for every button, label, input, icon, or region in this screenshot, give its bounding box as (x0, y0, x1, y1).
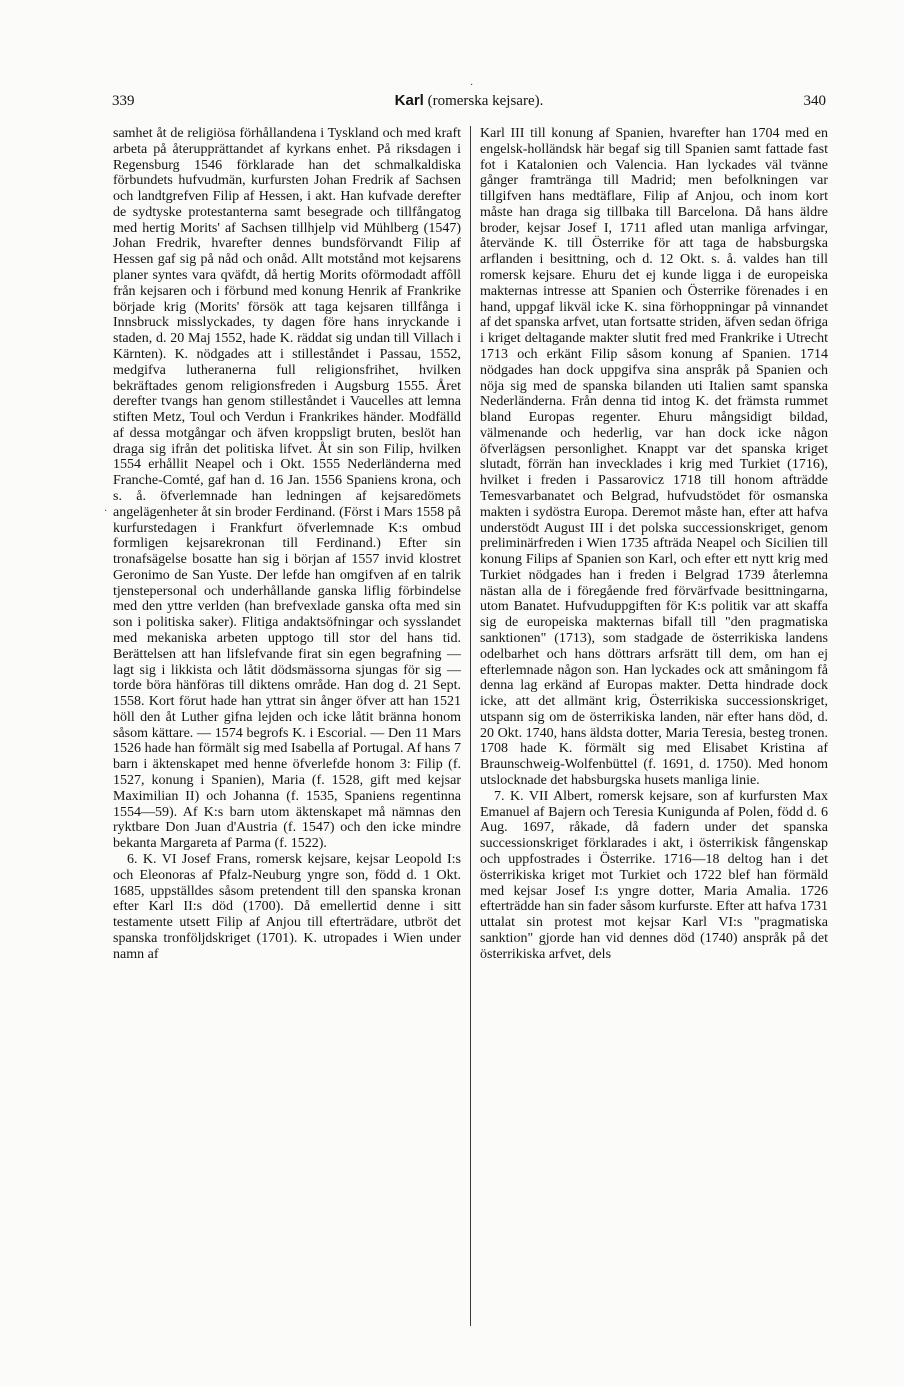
column-divider (470, 126, 471, 1326)
margin-dot-left: · (104, 506, 108, 517)
page-number-left: 339 (112, 93, 135, 109)
left-paragraph-1: samhet åt de religiösa förhållandena i Tyskland och med kraft arbeta på återupprättandet af kyrkans enhet. På riksdagen i Regensburg 1546 förklarade han det schmalkaldiska förbundets hufvudmän, kurfursten Johan Fredrik af Sachsen och landtgrefven Filip af Hessen, i akt. Han kufvade derefter de sydtyske protestanterna samt besegrade och tillfångatog med hertig Morits' af Sachsen tillhjelp vid Mühlberg (1547) Johan Fredrik, hvarefter dennes bundsförvandt Filip af Hessen gaf sig på nåd och onåd. Allt motstånd mot kejsarens planer syntes vara qväfdt, då hertig Morits oförmodadt affôll från kejsaren och i förbund med konung Henrik af Frankrike började krig (Morits' försök att taga kejsaren tillfånga i Innsbruck misslyckades, ty dagen före hans inryckande i staden, d. 20 Maj 1552, hade K. räddat sig undan till Villach i Kärnten). K. nödgades att i stilleståndet i Passau, 1552, medgifva lutheranerna full religionsfrihet, hvilken bekräftades genom religionsfreden i Augsburg 1555. Året derefter tvangs han genom stilleståndet i Vaucelles att lemna stiften Metz, Toul och Verdun i Frankrikes händer. Modfälld af dessa motgångar och äfven kroppsligt bruten, beslöt han draga sig ifrån det politiska lifvet. Åt sin son Filip, hvilken 1554 erhållit Neapel och i Okt. 1555 Nederländerna med Franche-Comté, gaf han d. 16 Jan. 1556 Spaniens krona, och s. å. öfverlemnade han ledningen af kejsaredömets angelägenheter åt sin broder Ferdinand. (Först i Mars 1558 på kurfurstedagen i Frankfurt öfverlemnade K:s ombud formligen kejsarekronan till Ferdinand.) Efter sin tronafsägelse bosatte han sig i början af 1557 invid klostret Geronimo de San Yuste. Der lefde han omgifven af en talrik tjenstepersonal och underhållande ganska liflig förbindelse med den yttre verlden (han brefvexlade ganska ofta med sin son i politiska saker). Flitiga andaktsöfningar och sysslandet med mekaniska arbeten upptogo till stor del hans tid. Berättelsen att han lifslefvande firat sin egen begrafning — lagt sig i likkista och låtit dödsmässorna sjungas för sig — torde böra hänföras till diktens område. Han dog d. 21 Sept. 1558. Kort förut hade han yttrat sin ånger öfver att han 1521 höll den åt Luther gifna lejden och icke låtit bränna honom såsom kättare. — 1574 begrofs K. i Escorial. — Den 11 Mars 1526 hade han förmält sig med Isabella af Portugal. Af hans 7 barn i äktenskapet med henne öfverlefde honom 3: Filip (f. 1527, konung i Spanien), Maria (f. 1528, gift med kejsar Maximilian II) och Johanna (f. 1535, Spaniens regentinna 1554—59). Af K:s barn utom äktenskapet må nämnas den ryktbare Don Juan d'Austria (f. 1547) och den icke mindre bekanta Margareta af Parma (f. 1522). (113, 126, 461, 852)
margin-dot-top: · (470, 80, 474, 91)
right-column (480, 126, 828, 1331)
right-paragraph-2: 7. K. VII Albert, romersk kejsare, son af kurfursten Max Emanuel af Bajern och Teresia Kunigunda af Polen, född d. 6 Aug. 1697, råkade, då fadern under det spanska successionskriget förklarades i akt, i österrikisk fångenskap och uppfostrades i Österrike. 1716—18 deltog han i det österrikiska kriget mot Turkiet och 1722 blef han förmäld med kejsar Josef I:s yngre dotter, Maria Amalia. 1726 efterträdde han sin fader såsom kurfurste. Efter att hafva 1731 uttalat sin protest mot kejsar Karl VI:s "pragmatiska sanktion" gjorde han vid dennes död (1740) anspråk på det österrikiska arfvet, dels (480, 788, 828, 962)
right-paragraph-1: Karl III till konung af Spanien, hvarefter han 1704 med en engelsk-holländsk här begaf sig till Spanien samt fattade fast fot i Katalonien och Valencia. Han lyckades väl tvänne gånger framtränga till Madrid; men befolkningen var tillgifven hans medtäflare, Filip af Anjou, och inom kort måste han draga sig tillbaka till Barcelona. Då hans äldre broder, kejsar Josef I, 1711 afled utan manliga arfvingar, återvände K. till Österrike för att taga de habsburgska arflanden i besittning, och d. 12 Okt. s. å. valdes han till romersk kejsare. Ehuru det ej kunde ligga i de europeiska makternas intresse att Spanien och Österrike förenades i en hand, uppgaf likväl icke K. sina förhoppningar på vinnandet af det spanska arfvet, utan fortsatte striden, äfven sedan öfriga i kriget deltagande makter slutit fred med Frankrike i Utrecht 1713 och erkänt Filip såsom konung af Spanien. 1714 nödgades han dock uppgifva sina anspråk på Spanien och nöja sig med de spanska bilanden uti Italien samt spanska Nederländerna. Från denna tid intog K. det främsta rummet bland Europas regenter. Ehuru mångsidigt bildad, välmenande och hederlig, var han dock icke någon öfverlägsen personlighet. Knappt var det spanska kriget slutadt, förrän han invecklades i krig med Turkiet (1716), hvilket i freden i Passarovicz 1718 till honom afträdde Temesvarbanatet och Belgrad, hufvudstödet för osmanska makten i sydöstra Europa. Deremot måste han, efter att hafva understödt August III i det polska successionskriget, genom preliminärfreden i Wien 1735 afträda Neapel och Sicilien till konung Filips af Spanien son Karl, och efter ett nytt krig med Turkiet nödgades han i freden i Belgrad 1739 återlemna nästan alla de i föregående fred förvärfvade besittningarna, utom Banatet. Hufvuduppgiften för K:s politik var att skaffa sig de europeiska makternas bifall till "den pragmatiska sanktionen" (1713), som stadgade de österrikiska landens odelbarhet och hans döttrars arfsrätt till dem, om han ej efterlemnade någon son. Han lyckades ock att småningom få denna lag erkänd af Europas makter. Detta hindrade dock icke, att det allmänt krig, Österrikiska successionskriget, utspann sig om de österrikiska landen, när efter hans död, d. 20 Okt. 1740, hans äldsta dotter, Maria Teresia, besteg tronen. 1708 hade K. förmält sig med Elisabet Kristina af Braunschweig-Wolfenbüttel (f. 1691, d. 1750). Med honom utslocknade det habsburgska husets manliga linie. (480, 126, 828, 789)
running-title-rest: (romerska kejsare). (427, 93, 544, 109)
page-number-right: 340 (803, 93, 826, 109)
left-paragraph-2: 6. K. VI Josef Frans, romersk kejsare, kejsar Leopold I:s och Eleonoras af Pfalz-Neuburg yngre son, född d. 1 Okt. 1685, uppställdes såsom pretendent till den spanska kronan efter Karl II:s död (1700). Då emellertid denne i sitt testamente utsett Filip af Anjou till efterträdare, utbröt det spanska tronföljdskriget (1701). K. utropades i Wien under namn af (113, 851, 461, 962)
page-header (112, 92, 826, 114)
running-title-keyword: Karl (394, 92, 424, 109)
running-title (395, 92, 544, 110)
left-column (113, 126, 461, 1331)
